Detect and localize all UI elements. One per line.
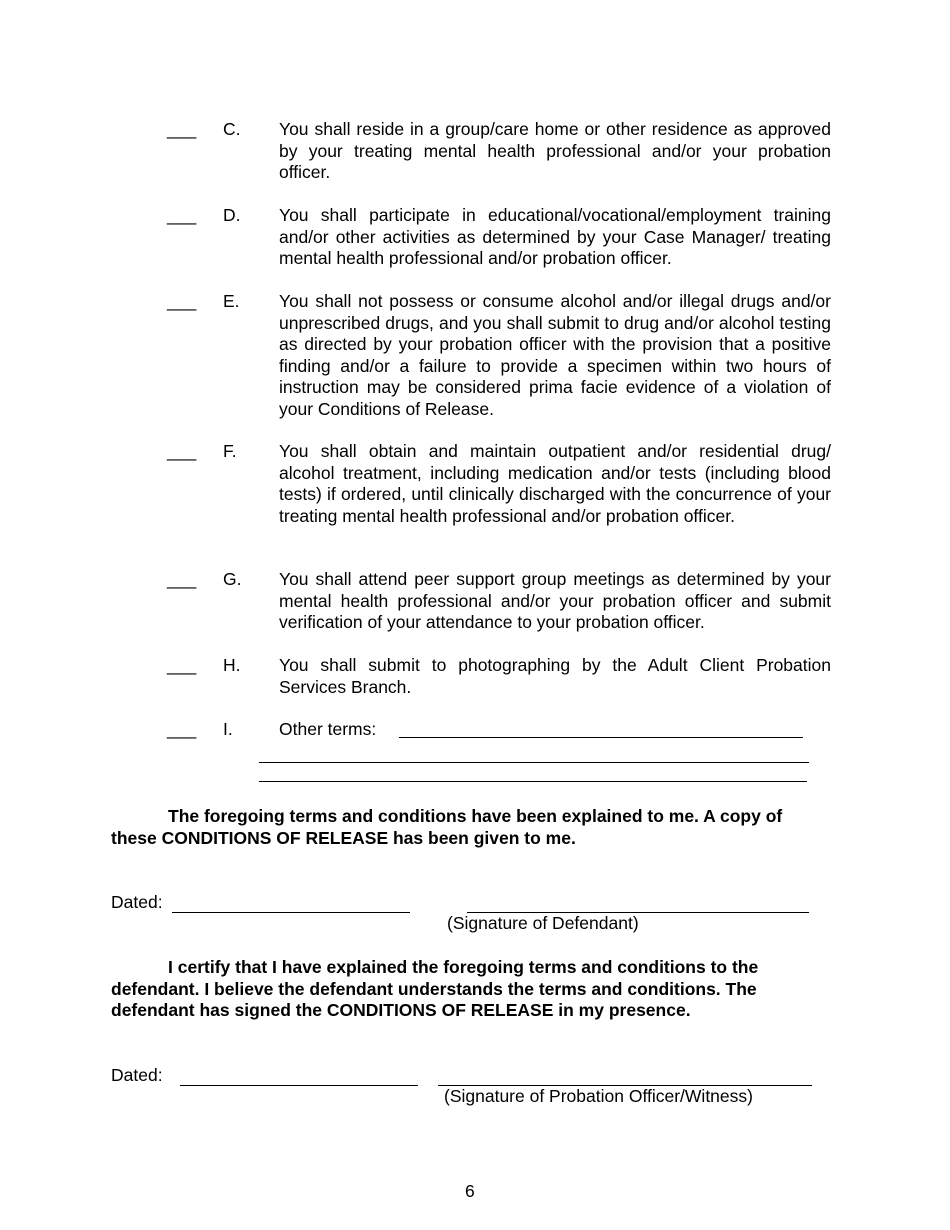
officer-date-line[interactable] <box>180 1065 418 1086</box>
other-terms-line-2[interactable] <box>259 742 809 763</box>
other-terms-line-3[interactable] <box>259 762 807 782</box>
certification-paragraph: I certify that I have explained the foregoing terms and conditions to the defendant. I believe the defendant understands the terms and conditions. The defendant has signed the CONDITIONS OF RELEASE in my presence. <box>111 957 759 1020</box>
condition-d-letter: D. <box>223 205 241 225</box>
condition-f-checkbox-blank[interactable]: ___ <box>167 441 197 461</box>
officer-dated-label: Dated: <box>111 1065 163 1085</box>
condition-h-letter: H. <box>223 655 241 675</box>
condition-f-letter: F. <box>223 441 237 461</box>
condition-e-letter: E. <box>223 291 240 311</box>
condition-i-letter: I. <box>223 719 233 739</box>
defendant-signature-caption: (Signature of Defendant) <box>447 913 639 933</box>
condition-g-letter: G. <box>223 569 242 589</box>
condition-f-text: You shall obtain and maintain outpatient and/or residential drug/ alcohol treatment, including medication and/or tests (including blood tests) if ordered, until clinically discharged with the concurrence of your treating mental health professional and/or probation officer. <box>279 441 831 526</box>
other-terms-line-1[interactable] <box>399 719 803 738</box>
officer-signature-line[interactable] <box>438 1065 812 1086</box>
condition-c-checkbox-blank[interactable]: ___ <box>167 119 197 139</box>
officer-signature-caption: (Signature of Probation Officer/Witness) <box>444 1086 753 1106</box>
defendant-date-line[interactable] <box>172 892 410 913</box>
other-terms-label: Other terms: <box>279 719 377 739</box>
condition-d-text: You shall participate in educational/vocational/employment training and/or other activities as determined by your Case Manager/ treating mental health professional and/or probation officer. <box>279 205 831 268</box>
acknowledgement-paragraph: The foregoing terms and conditions have been explained to me. A copy of these CONDITIONS OF RELEASE has been given to me. <box>111 806 783 848</box>
condition-g-checkbox-blank[interactable]: ___ <box>167 569 197 589</box>
page-number: 6 <box>465 1181 475 1201</box>
defendant-dated-label: Dated: <box>111 892 163 912</box>
condition-e-checkbox-blank[interactable]: ___ <box>167 291 197 311</box>
condition-g-text: You shall attend peer support group meetings as determined by your mental health professional and/or your probation officer and submit verification of your attendance to your probation officer. <box>279 569 831 632</box>
condition-h-checkbox-blank[interactable]: ___ <box>167 655 197 675</box>
defendant-signature-line[interactable] <box>467 892 809 913</box>
condition-d-checkbox-blank[interactable]: ___ <box>167 205 197 225</box>
condition-c-letter: C. <box>223 119 241 139</box>
condition-h-text: You shall submit to photographing by the Adult Client Probation Services Branch. <box>279 655 831 697</box>
condition-i-checkbox-blank[interactable]: ___ <box>167 719 197 739</box>
condition-e-text: You shall not possess or consume alcohol and/or illegal drugs and/or unprescribed drugs, and you shall submit to drug and/or alcohol testing as directed by your probation officer with the provision that a positive finding and/or a failure to provide a specimen within two hours of instruction may be considered prima facie evidence of a violation of your Conditions of Release. <box>279 291 831 419</box>
condition-c-text: You shall reside in a group/care home or other residence as approved by your treating mental health professional and/or your probation officer. <box>279 119 831 182</box>
